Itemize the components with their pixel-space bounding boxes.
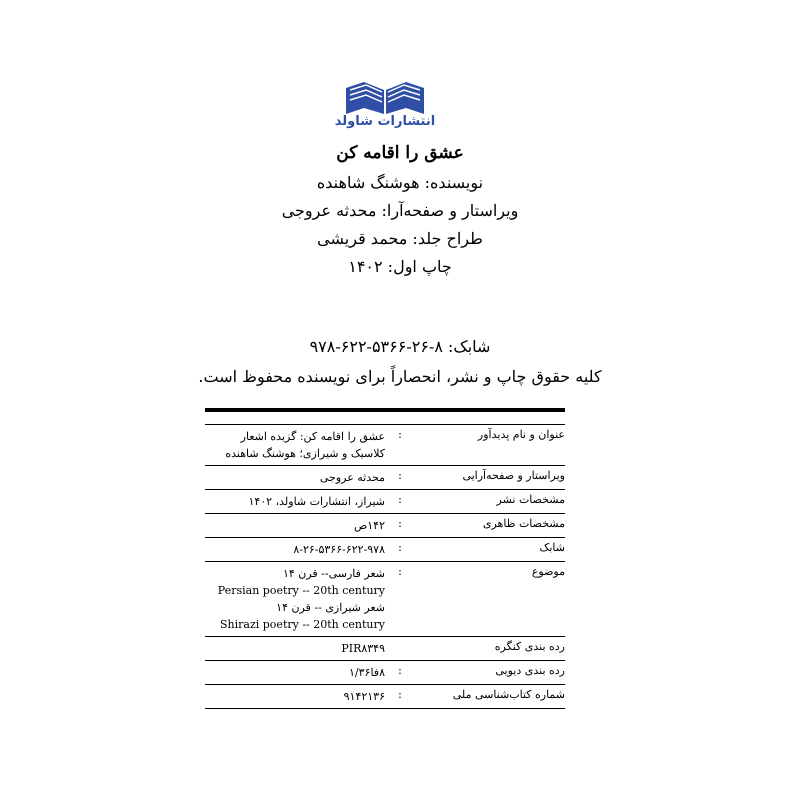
catalog-values	[205, 469, 385, 486]
publisher-logo	[340, 80, 430, 140]
catalog-label: رده بندی دیویی	[495, 664, 565, 677]
catalog-value: شیراز، انتشارات شاولد، ۱۴۰۲	[248, 495, 385, 508]
catalog-value: عشق را اقامه کن: گزیده اشعار	[240, 430, 385, 443]
catalog-value: Shirazi poetry -- 20th century	[220, 618, 385, 631]
catalog-row	[205, 637, 565, 661]
catalog-colon: :	[398, 541, 402, 554]
catalog-values	[205, 565, 385, 633]
catalog-colon: :	[398, 565, 402, 578]
edition-line: چاپ اول: ۱۴۰۲	[348, 257, 452, 276]
catalog-value: PIR۸۳۴۹	[341, 642, 385, 655]
catalog-row	[205, 514, 565, 538]
catalog-row	[205, 490, 565, 514]
catalog-values	[205, 640, 385, 657]
catalog-values	[205, 664, 385, 681]
catalog-colon: :	[398, 469, 402, 482]
catalog-colon: :	[398, 428, 402, 441]
catalog-values	[205, 493, 385, 510]
catalog-label: رده بندی کنگره	[494, 640, 565, 653]
author-line: نویسنده: هوشنگ شاهنده	[316, 173, 484, 192]
catalog-label: موضوع	[531, 565, 565, 578]
catalog-row	[205, 661, 565, 685]
rights-line: کلیه حقوق چاپ و نشر، انحصاراً برای نویسنده محفوظ است.	[198, 367, 602, 386]
catalog-label: شماره کتاب‌شناسی ملی	[452, 688, 565, 701]
catalog-values	[205, 688, 385, 705]
catalog-row	[205, 466, 565, 490]
divider	[205, 408, 565, 412]
catalog-row	[205, 425, 565, 466]
book-logo-icon	[340, 80, 430, 118]
catalog-value: ۸-۲۶-۵۳۶۶-۶۲۲-۹۷۸	[293, 543, 385, 556]
catalog-label: مشخصات ظاهری	[482, 517, 565, 530]
catalog-value: شعر فارسی-- قرن ۱۴	[282, 567, 385, 580]
catalog-colon: :	[398, 517, 402, 530]
catalog-colon: :	[398, 688, 402, 701]
catalog-value: ۸فا۱/۳۶	[349, 666, 385, 679]
catalog-value: کلاسیک و شیرازی؛ هوشنگ شاهنده	[225, 447, 385, 460]
isbn-line: شابک: ۸-۲۶-۵۳۶۶-۶۲۲-۹۷۸	[309, 337, 491, 356]
catalog-values	[205, 517, 385, 534]
catalog-label: مشخصات نشر	[496, 493, 565, 506]
publisher-name: انتشارات شاولد	[334, 114, 436, 129]
catalog-value: ۱۴۲ص	[353, 519, 385, 532]
cover-designer-line: طراح جلد: محمد قریشی	[317, 229, 483, 248]
catalog-row	[205, 562, 565, 637]
catalog-table	[205, 424, 565, 709]
catalog-value: شعر شیرازی -- قرن ۱۴	[276, 601, 385, 614]
book-title: عشق را اقامه کن	[336, 143, 464, 163]
catalog-row	[205, 538, 565, 562]
catalog-value: محدثه عروجی	[319, 471, 385, 484]
catalog-value: Persian poetry -- 20th century	[217, 584, 385, 597]
catalog-values	[205, 541, 385, 558]
catalog-label: شابک	[539, 541, 565, 554]
catalog-colon: :	[398, 493, 402, 506]
catalog-label: ویراستار و صفحه‌آرایی	[462, 469, 565, 482]
catalog-colon: :	[398, 664, 402, 677]
catalog-row	[205, 685, 565, 709]
catalog-values	[205, 428, 385, 462]
catalog-label: عنوان و نام پدیدآور	[477, 428, 565, 441]
catalog-value: ۹۱۴۲۱۳۶	[343, 690, 385, 703]
editor-line: ویراستار و صفحه‌آرا: محدثه عروجی	[281, 201, 519, 220]
